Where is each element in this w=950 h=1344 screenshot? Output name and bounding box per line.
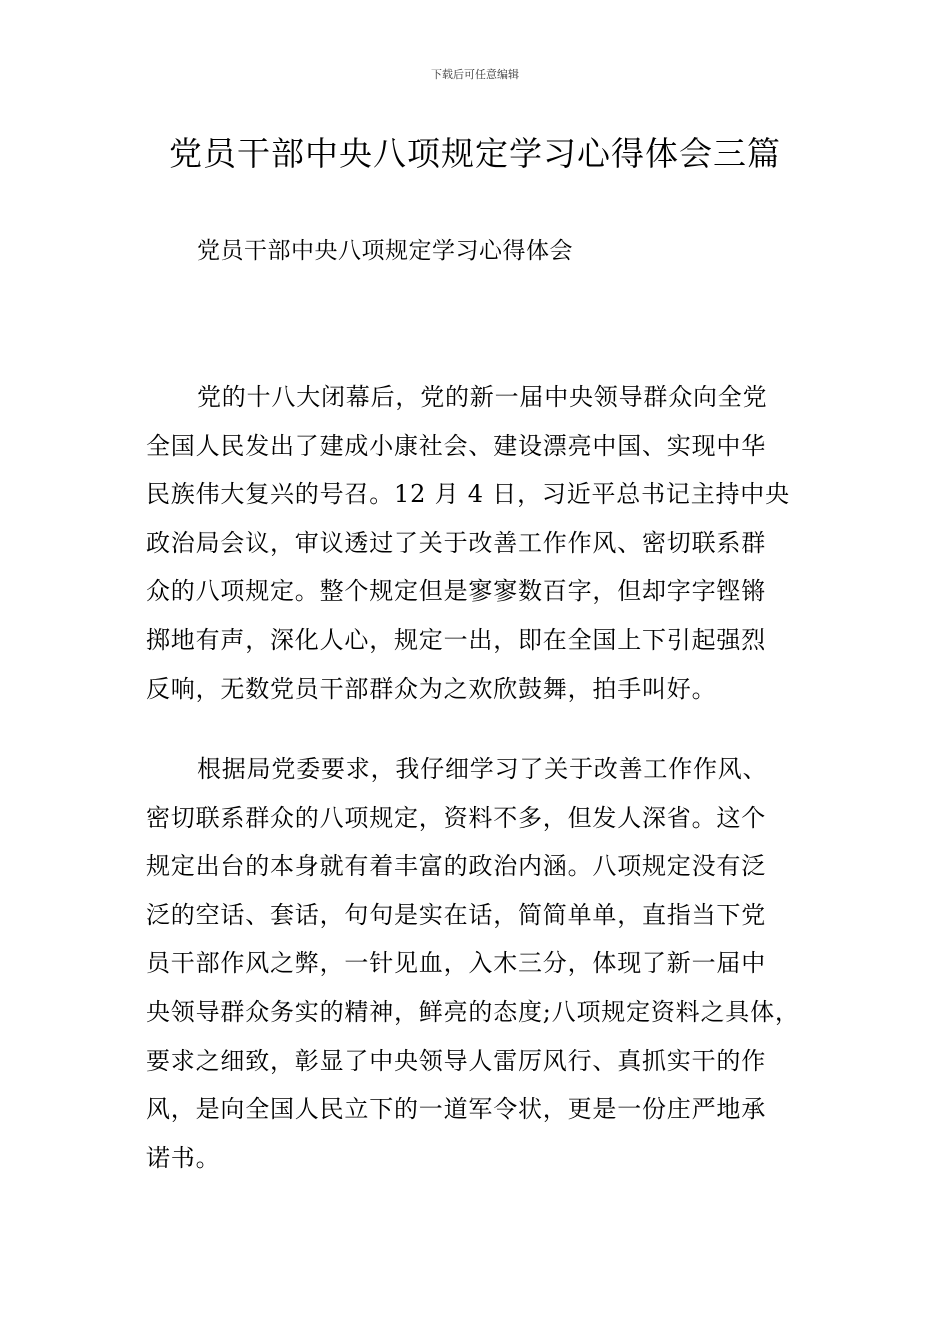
paragraph-line: 全国人民发出了建成小康社会、建设漂亮中国、实现中华 [146, 431, 766, 460]
paragraph-line: 掷地有声，深化人心，规定一出，即在全国上下引起强烈 [146, 625, 766, 654]
paragraph-line: 众的八项规定。整个规定但是寥寥数百字，但却字字铿锵 [146, 577, 766, 606]
paragraph-line: 政治局会议，审议透过了关于改善工作作风、密切联系群 [146, 528, 766, 557]
body-paragraph-2 [146, 752, 826, 1189]
paragraph-line: 风，是向全国人民立下的一道军令状，更是一份庄严地承 [146, 1095, 766, 1124]
paragraph-line: 民族伟大复兴的号召。12 月 4 日，习近平总书记主持中央 [146, 480, 790, 509]
body-paragraph-1 [146, 380, 826, 720]
paragraph-line: 泛的空话、套话，句句是实在话，简简单单，直指当下党 [146, 900, 766, 929]
paragraph-line: 密切联系群众的八项规定，资料不多，但发人深省。这个 [146, 803, 766, 832]
paragraph-line: 央领导群众务实的精神，鲜亮的态度;八项规定资料之具体， [146, 997, 800, 1026]
paragraph-line: 诺书。 [146, 1143, 221, 1172]
paragraph-line: 要求之细致，彰显了中央领导人雷厉风行、真抓实干的作 [146, 1046, 766, 1075]
document-subtitle: 党员干部中央八项规定学习心得体会 [197, 238, 573, 264]
page-header-note: 下载后可任意编辑 [431, 68, 519, 81]
paragraph-line: 规定出台的本身就有着丰富的政治内涵。八项规定没有泛 [146, 852, 766, 881]
paragraph-line: 反响，无数党员干部群众为之欢欣鼓舞，拍手叫好。 [146, 674, 717, 703]
document-title: 党员干部中央八项规定学习心得体会三篇 [169, 134, 781, 173]
paragraph-line: 员干部作风之弊，一针见血，入木三分，体现了新一届中 [146, 949, 766, 978]
paragraph-line: 党的十八大闭幕后，党的新一届中央领导群众向全党 [197, 383, 768, 411]
paragraph-line: 根据局党委要求，我仔细学习了关于改善工作作风、 [197, 755, 768, 783]
